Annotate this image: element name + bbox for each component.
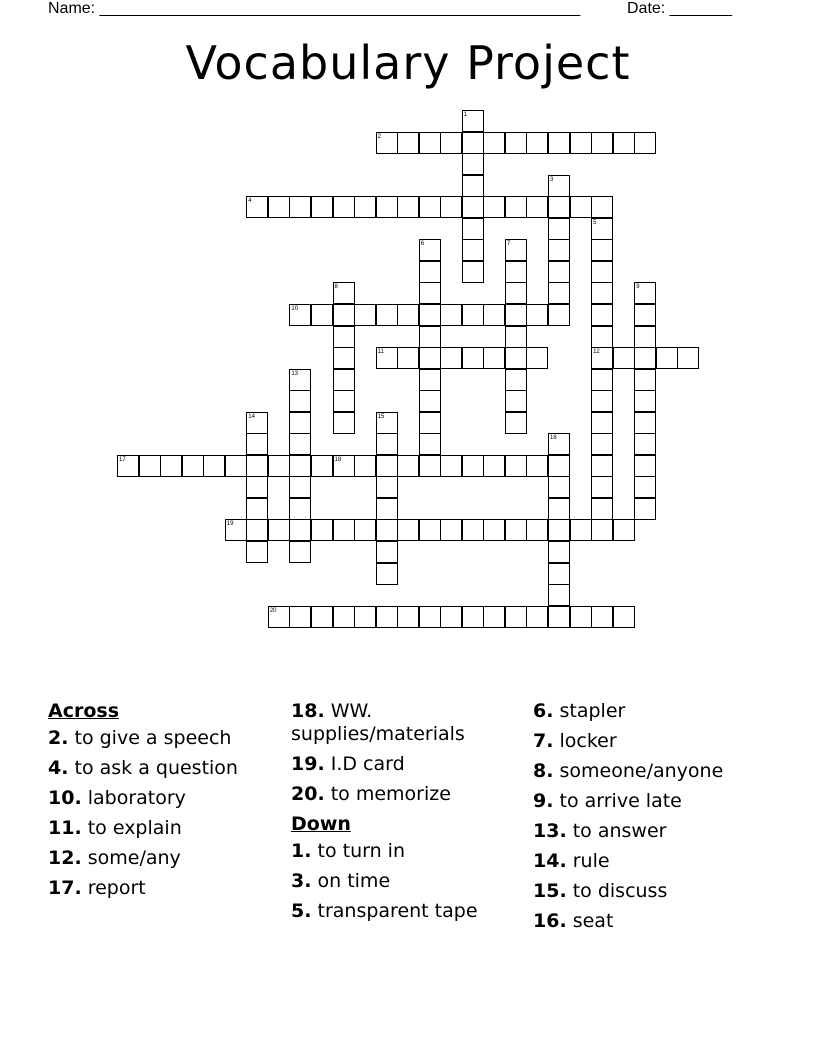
grid-cell[interactable] — [354, 196, 376, 218]
grid-cell[interactable] — [591, 304, 613, 326]
grid-number: 4 — [248, 198, 252, 205]
grid-cell[interactable] — [397, 455, 419, 477]
grid-cell[interactable] — [548, 196, 570, 218]
grid-cell[interactable] — [289, 433, 311, 455]
clue-down-13 — [533, 820, 773, 843]
grid-cell[interactable] — [505, 369, 527, 391]
grid-cell[interactable] — [225, 455, 247, 477]
grid-cell[interactable] — [483, 132, 505, 154]
clue-number: 14. — [533, 850, 567, 872]
grid-cell[interactable] — [591, 132, 613, 154]
grid-cell[interactable] — [440, 347, 462, 369]
grid-cell[interactable] — [505, 261, 527, 283]
grid-cell[interactable] — [462, 455, 484, 477]
grid-cell[interactable] — [613, 347, 635, 369]
grid-cell[interactable] — [634, 390, 656, 412]
grid-cell[interactable] — [419, 326, 441, 348]
grid-cell[interactable] — [160, 455, 182, 477]
clue-text: to memorize — [330, 783, 451, 805]
name-label: Name: — [48, 0, 96, 17]
grid-cell[interactable] — [311, 455, 333, 477]
clue-text: to explain — [87, 817, 182, 839]
grid-cell[interactable] — [419, 390, 441, 412]
grid-cell[interactable] — [591, 498, 613, 520]
clue-across-19 — [291, 753, 511, 776]
grid-cell[interactable] — [483, 347, 505, 369]
clue-text: report — [87, 877, 146, 899]
grid-cell[interactable] — [462, 261, 484, 283]
grid-cell[interactable] — [419, 347, 441, 369]
clue-down-3 — [291, 870, 511, 893]
grid-cell[interactable] — [548, 261, 570, 283]
grid-cell[interactable] — [419, 455, 441, 477]
clue-across-11 — [48, 817, 278, 840]
grid-cell[interactable] — [462, 606, 484, 628]
grid-cell[interactable] — [526, 455, 548, 477]
grid-cell[interactable] — [548, 541, 570, 563]
grid-cell[interactable] — [268, 455, 290, 477]
grid-cell[interactable] — [548, 606, 570, 628]
clue-text: some/any — [87, 847, 181, 869]
grid-cell[interactable] — [505, 347, 527, 369]
clues-column-1 — [48, 700, 278, 907]
grid-cell[interactable] — [505, 196, 527, 218]
grid-cell[interactable] — [570, 519, 592, 541]
grid-cell[interactable] — [289, 455, 311, 477]
grid-cell[interactable] — [548, 476, 570, 498]
grid-cell[interactable] — [462, 347, 484, 369]
grid-cell[interactable] — [419, 519, 441, 541]
grid-cell[interactable] — [591, 196, 613, 218]
grid-cell[interactable] — [333, 606, 355, 628]
clue-down-5 — [291, 900, 511, 923]
grid-cell[interactable] — [526, 132, 548, 154]
grid-cell[interactable] — [268, 519, 290, 541]
grid-cell[interactable] — [246, 498, 268, 520]
clue-across-17 — [48, 877, 278, 900]
clue-number: 2. — [48, 727, 69, 749]
grid-number: 10 — [291, 305, 299, 312]
grid-cell[interactable] — [591, 412, 613, 434]
clue-down-15 — [533, 880, 773, 903]
grid-cell[interactable] — [289, 498, 311, 520]
grid-cell[interactable] — [483, 519, 505, 541]
clue-number: 13. — [533, 820, 567, 842]
grid-cell[interactable] — [440, 196, 462, 218]
grid-cell[interactable] — [591, 390, 613, 412]
grid-number: 7 — [506, 241, 511, 248]
grid-number: 5 — [593, 219, 597, 226]
grid-cell[interactable] — [289, 476, 311, 498]
grid-cell[interactable] — [462, 304, 484, 326]
grid-cell[interactable] — [354, 455, 376, 477]
grid-cell[interactable] — [333, 390, 355, 412]
grid-cell[interactable] — [548, 519, 570, 541]
grid-cell[interactable] — [634, 326, 656, 348]
clue-text: laboratory — [87, 787, 186, 809]
clue-text: to turn in — [317, 840, 405, 862]
grid-number: 16 — [550, 435, 557, 442]
grid-cell[interactable] — [333, 196, 355, 218]
grid-number: 18 — [334, 456, 342, 463]
clue-text: seat — [572, 910, 614, 932]
grid-cell[interactable] — [483, 606, 505, 628]
grid-cell[interactable] — [376, 304, 398, 326]
grid-cell[interactable] — [462, 196, 484, 218]
grid-cell[interactable] — [354, 519, 376, 541]
clue-text: transparent tape — [317, 900, 478, 922]
clue-down-8 — [533, 760, 773, 783]
grid-cell[interactable] — [397, 132, 419, 154]
grid-cell[interactable] — [505, 390, 527, 412]
clue-text: to answer — [572, 820, 667, 842]
grid-cell[interactable] — [246, 455, 268, 477]
grid-cell[interactable] — [376, 541, 398, 563]
clue-number: 11. — [48, 817, 82, 839]
grid-cell[interactable] — [656, 347, 678, 369]
grid-cell[interactable] — [591, 606, 613, 628]
clue-down-6 — [533, 700, 773, 723]
grid-cell[interactable] — [505, 132, 527, 154]
grid-cell[interactable] — [289, 412, 311, 434]
grid-cell[interactable] — [462, 153, 484, 175]
grid-cell[interactable] — [548, 218, 570, 240]
grid-cell[interactable] — [397, 519, 419, 541]
grid-cell[interactable] — [591, 519, 613, 541]
grid-cell[interactable] — [548, 304, 570, 326]
grid-number: 3 — [550, 176, 554, 183]
grid-cell[interactable] — [591, 282, 613, 304]
date-label: Date: — [627, 0, 666, 17]
grid-cell[interactable] — [677, 347, 699, 369]
grid-cell[interactable] — [289, 390, 311, 412]
grid-number: 2 — [377, 133, 381, 140]
clue-across-2 — [48, 727, 278, 750]
grid-cell[interactable] — [376, 196, 398, 218]
clue-number: 17. — [48, 877, 82, 899]
clue-number: 3. — [291, 870, 312, 892]
grid-cell[interactable] — [440, 455, 462, 477]
clue-number: 4. — [48, 757, 69, 779]
grid-cell[interactable] — [419, 369, 441, 391]
grid-cell[interactable] — [462, 218, 484, 240]
grid-cell[interactable] — [311, 519, 333, 541]
grid-cell[interactable] — [634, 498, 656, 520]
clue-number: 15. — [533, 880, 567, 902]
grid-number: 14 — [248, 413, 255, 420]
grid-number: 1 — [463, 112, 468, 118]
grid-cell[interactable] — [505, 282, 527, 304]
clue-down-1 — [291, 840, 511, 863]
grid-cell[interactable] — [354, 606, 376, 628]
grid-cell[interactable] — [289, 606, 311, 628]
grid-cell[interactable] — [548, 239, 570, 261]
clue-number: 6. — [533, 700, 554, 722]
clue-text: to discuss — [572, 880, 668, 902]
clue-across-4 — [48, 757, 278, 780]
clue-text: to arrive late — [559, 790, 682, 812]
clue-number: 5. — [291, 900, 312, 922]
clues-column-2 — [291, 700, 511, 930]
grid-cell[interactable] — [289, 519, 311, 541]
clues-column-3 — [533, 700, 773, 940]
clue-number: 18. — [291, 700, 325, 722]
grid-cell[interactable] — [483, 455, 505, 477]
grid-cell[interactable] — [462, 239, 484, 261]
grid-cell[interactable] — [526, 606, 548, 628]
grid-cell[interactable] — [462, 132, 484, 154]
grid-cell[interactable] — [397, 196, 419, 218]
grid-cell[interactable] — [591, 369, 613, 391]
clue-text: someone/anyone — [559, 760, 724, 782]
grid-cell[interactable] — [634, 304, 656, 326]
grid-cell[interactable] — [376, 563, 398, 585]
clue-text: WW. supplies/materials — [291, 700, 465, 745]
clue-number: 16. — [533, 910, 567, 932]
clue-text: rule — [572, 850, 610, 872]
grid-cell[interactable] — [397, 606, 419, 628]
grid-cell[interactable] — [268, 196, 290, 218]
grid-cell[interactable] — [634, 412, 656, 434]
grid-cell[interactable] — [203, 455, 225, 477]
grid-number: 6 — [420, 241, 425, 248]
grid-cell[interactable] — [505, 326, 527, 348]
clue-number: 19. — [291, 753, 325, 775]
grid-cell[interactable] — [505, 412, 527, 434]
clue-number: 10. — [48, 787, 82, 809]
grid-cell[interactable] — [505, 606, 527, 628]
clue-number: 20. — [291, 783, 325, 805]
grid-cell[interactable] — [376, 476, 398, 498]
grid-cell[interactable] — [311, 196, 333, 218]
grid-cell[interactable] — [548, 584, 570, 606]
clue-text: to give a speech — [74, 727, 232, 749]
clue-number: 8. — [533, 760, 554, 782]
grid-number: 20 — [269, 607, 277, 614]
grid-cell[interactable] — [505, 304, 527, 326]
grid-cell[interactable] — [289, 541, 311, 563]
grid-cell[interactable] — [311, 606, 333, 628]
grid-cell[interactable] — [526, 347, 548, 369]
grid-cell[interactable] — [591, 433, 613, 455]
grid-cell[interactable] — [333, 412, 355, 434]
grid-cell[interactable] — [613, 519, 635, 541]
grid-cell[interactable] — [440, 519, 462, 541]
grid-cell[interactable] — [548, 498, 570, 520]
grid-cell[interactable] — [289, 196, 311, 218]
page-title: Vocabulary Project — [185, 36, 631, 90]
grid-cell[interactable] — [570, 196, 592, 218]
grid-cell[interactable] — [376, 455, 398, 477]
grid-cell[interactable] — [462, 175, 484, 197]
grid-number: 19 — [226, 521, 234, 528]
grid-cell[interactable] — [333, 369, 355, 391]
grid-cell[interactable] — [548, 563, 570, 585]
grid-cell[interactable] — [139, 455, 161, 477]
grid-cell[interactable] — [376, 498, 398, 520]
clue-text: on time — [317, 870, 391, 892]
grid-cell[interactable] — [591, 476, 613, 498]
clue-across-12 — [48, 847, 278, 870]
grid-cell[interactable] — [505, 519, 527, 541]
grid-cell[interactable] — [634, 132, 656, 154]
grid-cell[interactable] — [419, 412, 441, 434]
grid-number: 11 — [377, 349, 384, 356]
grid-cell[interactable] — [440, 606, 462, 628]
grid-cell[interactable] — [246, 541, 268, 563]
grid-cell[interactable] — [333, 347, 355, 369]
grid-cell[interactable] — [634, 455, 656, 477]
grid-cell[interactable] — [483, 196, 505, 218]
grid-cell[interactable] — [526, 519, 548, 541]
clue-text: to ask a question — [74, 757, 238, 779]
grid-cell[interactable] — [354, 304, 376, 326]
clue-number: 9. — [533, 790, 554, 812]
clue-down-7 — [533, 730, 773, 753]
grid-cell[interactable] — [397, 304, 419, 326]
grid-cell[interactable] — [246, 476, 268, 498]
grid-cell[interactable] — [591, 326, 613, 348]
grid-number: 17 — [119, 456, 126, 463]
grid-number: 13 — [291, 370, 299, 377]
clue-number: 12. — [48, 847, 82, 869]
grid-cell[interactable] — [548, 282, 570, 304]
clue-across-20 — [291, 783, 511, 806]
grid-cell[interactable] — [526, 196, 548, 218]
grid-cell[interactable] — [419, 282, 441, 304]
grid-cell[interactable] — [634, 433, 656, 455]
grid-cell[interactable] — [246, 519, 268, 541]
grid-number: 9 — [636, 284, 640, 291]
grid-cell[interactable] — [613, 606, 635, 628]
clue-across-18 — [291, 700, 511, 746]
grid-cell[interactable] — [376, 433, 398, 455]
grid-cell[interactable] — [376, 519, 398, 541]
clue-text: stapler — [559, 700, 626, 722]
grid-cell[interactable] — [548, 455, 570, 477]
grid-cell[interactable] — [419, 196, 441, 218]
down-heading: Down — [291, 813, 351, 835]
grid-cell[interactable] — [333, 519, 355, 541]
clue-down-9 — [533, 790, 773, 813]
grid-cell[interactable] — [483, 304, 505, 326]
grid-cell[interactable] — [419, 606, 441, 628]
clue-down-16 — [533, 910, 773, 933]
clue-down-14 — [533, 850, 773, 873]
clue-text: locker — [559, 730, 617, 752]
clue-number: 7. — [533, 730, 554, 752]
grid-cell[interactable] — [333, 326, 355, 348]
across-heading: Across — [48, 700, 120, 722]
grid-cell[interactable] — [591, 239, 613, 261]
grid-cell[interactable] — [333, 304, 355, 326]
grid-cell[interactable] — [505, 455, 527, 477]
grid-cell[interactable] — [376, 606, 398, 628]
grid-number: 12 — [593, 349, 600, 356]
grid-cell[interactable] — [634, 347, 656, 369]
date-blank[interactable]: _______ — [669, 0, 732, 17]
grid-cell[interactable] — [440, 304, 462, 326]
clue-text: I.D card — [330, 753, 405, 775]
grid-cell[interactable] — [419, 132, 441, 154]
grid-cell[interactable] — [440, 132, 462, 154]
grid-cell[interactable] — [419, 261, 441, 283]
grid-cell[interactable] — [613, 132, 635, 154]
grid-cell[interactable] — [462, 519, 484, 541]
grid-cell[interactable] — [570, 606, 592, 628]
grid-number: 15 — [377, 413, 385, 420]
grid-cell[interactable] — [246, 433, 268, 455]
grid-cell[interactable] — [570, 132, 592, 154]
grid-cell[interactable] — [311, 304, 333, 326]
grid-cell[interactable] — [591, 261, 613, 283]
grid-cell[interactable] — [397, 347, 419, 369]
name-blank[interactable]: ______________________________________________________ — [99, 0, 581, 17]
grid-cell[interactable] — [182, 455, 204, 477]
clue-across-10 — [48, 787, 278, 810]
grid-cell[interactable] — [548, 132, 570, 154]
grid-cell[interactable] — [591, 455, 613, 477]
grid-cell[interactable] — [634, 476, 656, 498]
grid-cell[interactable] — [419, 433, 441, 455]
grid-cell[interactable] — [526, 304, 548, 326]
clue-number: 1. — [291, 840, 312, 862]
grid-cell[interactable] — [634, 369, 656, 391]
grid-cell[interactable] — [419, 304, 441, 326]
grid-number: 8 — [334, 284, 338, 291]
